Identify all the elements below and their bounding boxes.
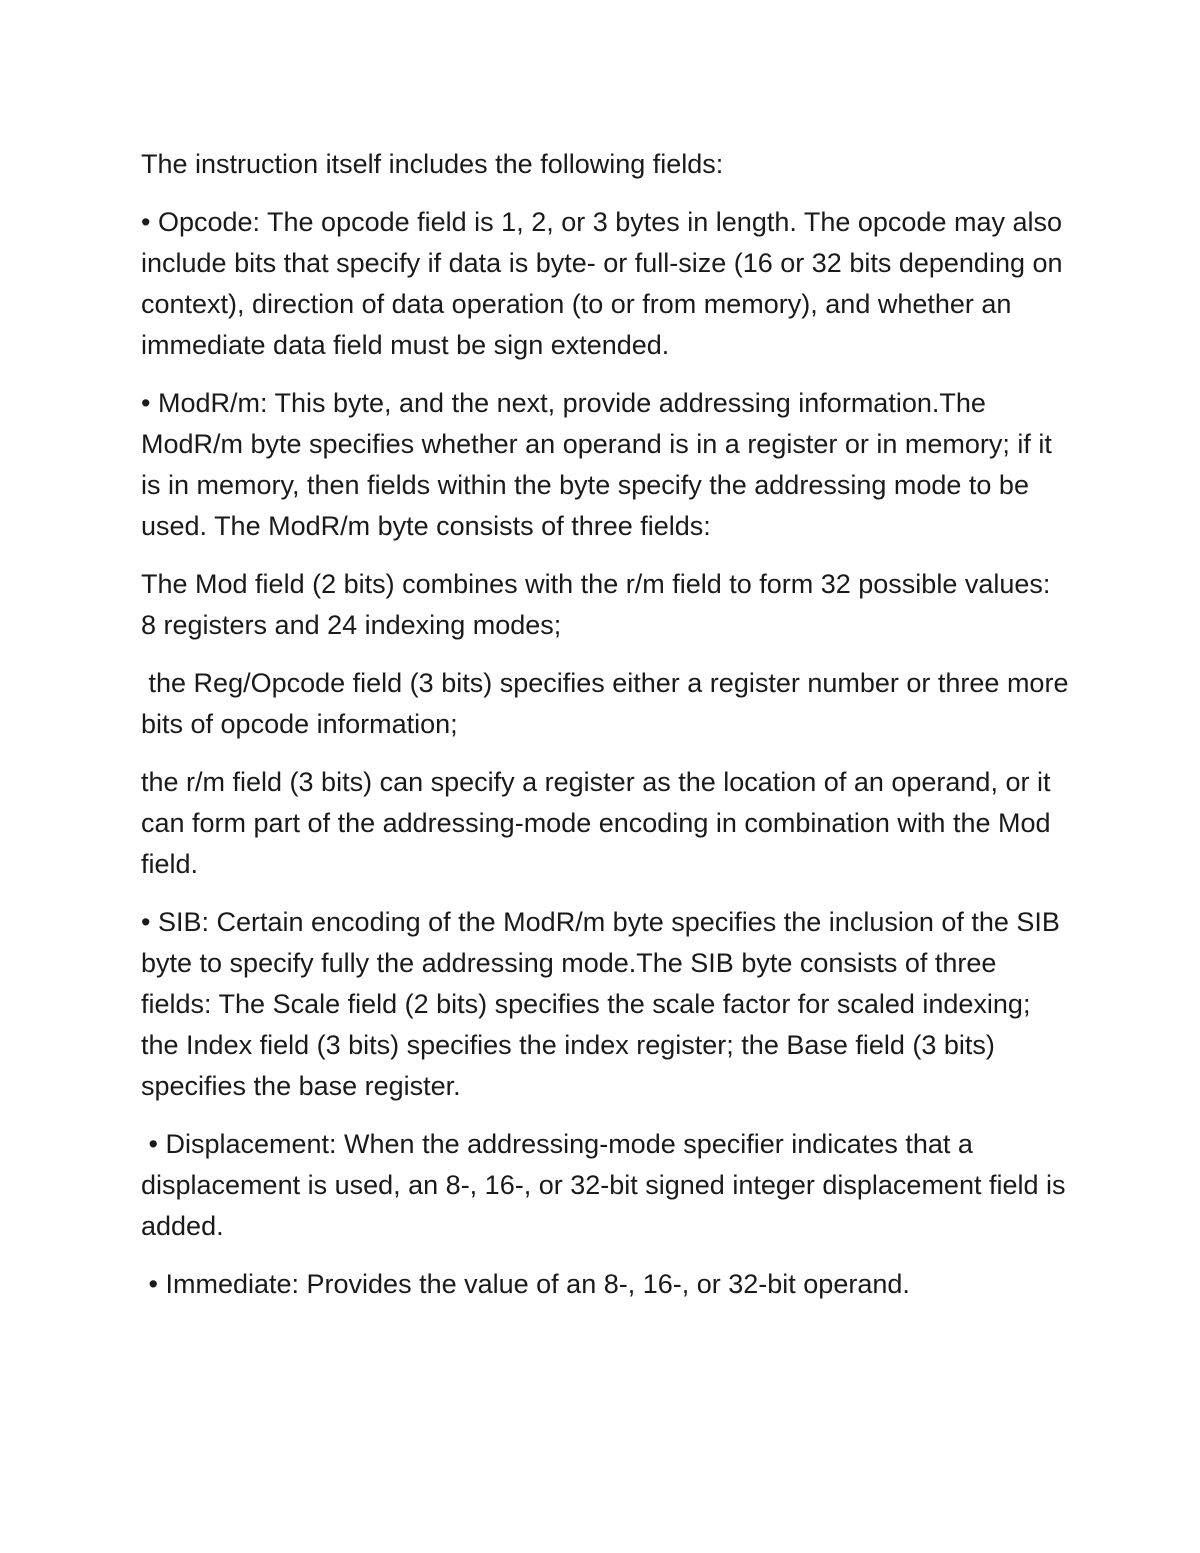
- immediate-paragraph: • Immediate: Provides the value of an 8-, 16-, or 32-bit operand.: [141, 1269, 910, 1299]
- modrm-paragraph: • ModR/m: This byte, and the next, provide addressing information.The ModR/m byte specifies whether an operand is in a register or in memory; if it is in memory, then fields within the byte specify the addressing mode to be used. The ModR/m byte consists of three fields:: [141, 388, 1052, 541]
- rm-field-paragraph: the r/m field (3 bits) can specify a register as the location of an operand, or it can form part of the addressing-mode encoding in combination with the Mod field.: [141, 767, 1051, 879]
- reg-field-paragraph: the Reg/Opcode field (3 bits) specifies either a register number or three more bits of opcode information;: [141, 668, 1076, 739]
- mod-field-paragraph: The Mod field (2 bits) combines with the r/m field to form 32 possible values: 8 registers and 24 indexing modes;: [141, 569, 1051, 640]
- sib-paragraph: • SIB: Certain encoding of the ModR/m byte specifies the inclusion of the SIB byte to specify fully the addressing mode.The SIB byte consists of three fields: The Scale field (2 bits) specifies the scale factor for scaled indexing; the Index field (3 bits) specifies the index register; the Base field (3 bits) specifies the base register.: [141, 907, 1060, 1101]
- displacement-paragraph: • Displacement: When the addressing-mode specifier indicates that a displacement is used, an 8-, 16-, or 32-bit signed integer displacement field is added.: [141, 1129, 1074, 1241]
- intro-paragraph: The instruction itself includes the following fields:: [141, 149, 724, 179]
- opcode-paragraph: • Opcode: The opcode field is 1, 2, or 3 bytes in length. The opcode may also include bits that specify if data is byte- or full-size (16 or 32 bits depending on context), direction of data operation (to or from memory), and whether an immediate data field must be sign extended.: [141, 207, 1063, 360]
- document-body: [141, 144, 1076, 1305]
